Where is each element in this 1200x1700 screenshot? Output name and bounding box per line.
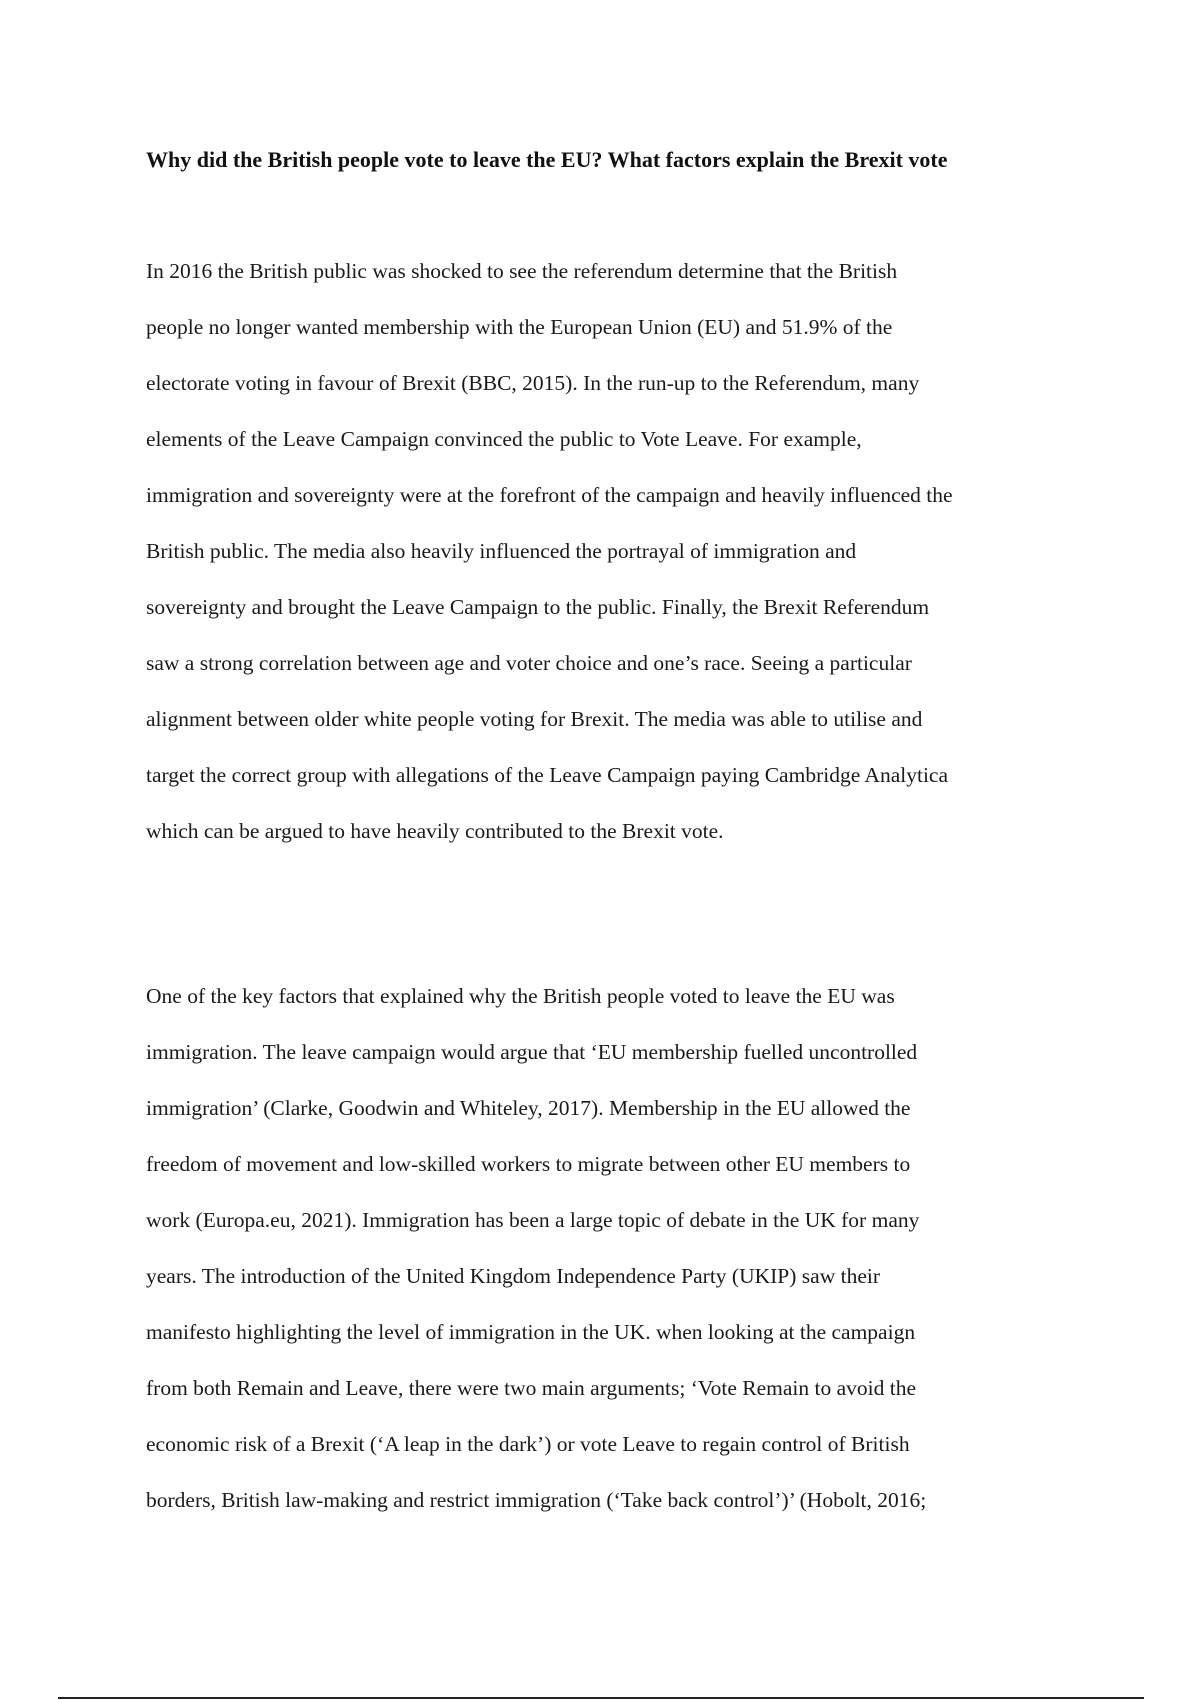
- page-bottom-divider: [58, 1697, 1144, 1699]
- text-line: people no longer wanted membership with the European Union (EU) and 51.9% of the: [146, 315, 893, 339]
- text-line: alignment between older white people voting for Brexit. The media was able to utilise and: [146, 707, 923, 731]
- text-line: electorate voting in favour of Brexit (BBC, 2015). In the run-up to the Referendum, many: [146, 371, 920, 395]
- text-line: British public. The media also heavily influenced the portrayal of immigration and: [146, 539, 857, 563]
- text-line: borders, British law-making and restrict immigration (‘Take back control’)’ (Hobolt, 2016;: [146, 1488, 927, 1512]
- text-line: years. The introduction of the United Kingdom Independence Party (UKIP) saw their: [146, 1264, 880, 1288]
- text-line: sovereignty and brought the Leave Campaign to the public. Finally, the Brexit Referendum: [146, 595, 930, 619]
- text-line: economic risk of a Brexit (‘A leap in the dark’) or vote Leave to regain control of British: [146, 1432, 910, 1456]
- text-line: One of the key factors that explained why the British people voted to leave the EU was: [146, 984, 895, 1008]
- text-line: manifesto highlighting the level of immigration in the UK. when looking at the campaign: [146, 1320, 916, 1344]
- text-line: target the correct group with allegations of the Leave Campaign paying Cambridge Analytica: [146, 763, 949, 787]
- text-line: freedom of movement and low-skilled workers to migrate between other EU members to: [146, 1152, 911, 1176]
- text-line: which can be argued to have heavily contributed to the Brexit vote.: [146, 819, 724, 843]
- essay-title: Why did the British people vote to leave the EU? What factors explain the Brexit vote: [146, 147, 948, 172]
- text-line: immigration. The leave campaign would argue that ‘EU membership fuelled uncontrolled: [146, 1040, 918, 1064]
- text-line: work (Europa.eu, 2021). Immigration has been a large topic of debate in the UK for many: [146, 1208, 920, 1232]
- text-line: elements of the Leave Campaign convinced the public to Vote Leave. For example,: [146, 427, 862, 451]
- text-line: saw a strong correlation between age and voter choice and one’s race. Seeing a particular: [146, 651, 912, 675]
- text-line: immigration’ (Clarke, Goodwin and Whiteley, 2017). Membership in the EU allowed the: [146, 1096, 911, 1120]
- paragraph-immigration: [146, 982, 1086, 1542]
- text-line: In 2016 the British public was shocked to see the referendum determine that the British: [146, 259, 898, 283]
- text-line: from both Remain and Leave, there were two main arguments; ‘Vote Remain to avoid the: [146, 1376, 917, 1400]
- paragraph-introduction: [146, 257, 1086, 873]
- text-line: immigration and sovereignty were at the forefront of the campaign and heavily influenced the: [146, 483, 953, 507]
